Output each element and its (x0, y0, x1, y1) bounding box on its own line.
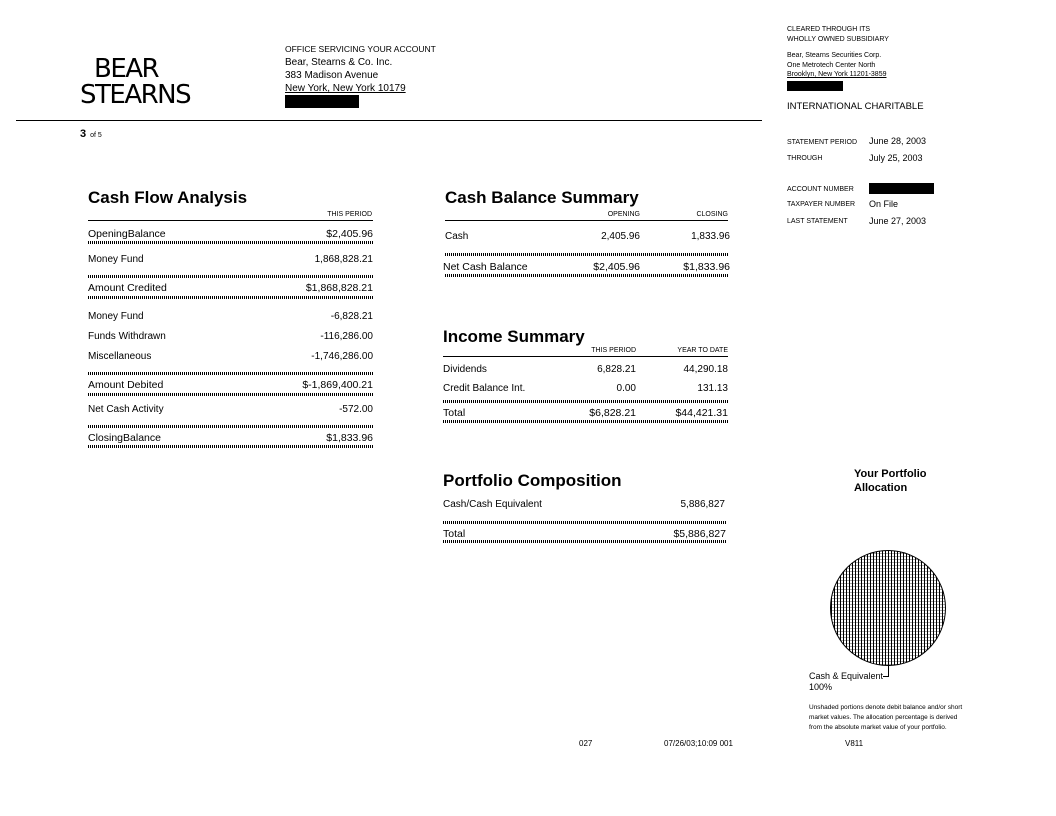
money-fund-debit-label: Money Fund (88, 311, 144, 322)
clearing-block (787, 25, 987, 94)
divider (445, 253, 728, 256)
clearing-line1: CLEARED THROUGH ITS (787, 26, 871, 33)
page-number (80, 128, 102, 140)
col-this-period-header: THIS PERIOD (591, 347, 636, 354)
opening-balance-label: OpeningBalance (88, 228, 166, 240)
office-line1: Bear, Stearns & Co. Inc. (285, 57, 393, 68)
net-cash-activity-value: -572.00 (339, 404, 373, 415)
portfolio-total-label: Total (443, 528, 466, 540)
allocation-note-line3: from the absolute market value of your portfolio. (809, 724, 947, 731)
divider (443, 521, 726, 524)
dividends-label: Dividends (443, 364, 487, 375)
footer-code1: 027 (579, 739, 593, 748)
amount-debited-label: Amount Debited (88, 379, 164, 391)
opening-balance-value: $2,405.96 (326, 228, 373, 240)
account-name: INTERNATIONAL CHARITABLE (787, 101, 924, 112)
page-current: 3 (80, 128, 87, 140)
cash-flow-col-header: THIS PERIOD (327, 211, 372, 218)
income-total-label: Total (443, 407, 466, 419)
office-line3: New York, New York 10179 (285, 83, 406, 94)
through-label: THROUGH (787, 155, 823, 162)
miscellaneous-value: -1,746,286.00 (311, 351, 373, 362)
cash-opening-value: 2,405.96 (601, 231, 640, 242)
divider (443, 400, 728, 403)
slice-percent: 100% (809, 682, 833, 692)
allocation-note-line2: market values. The allocation percentage is derived (809, 714, 958, 721)
through-value: July 25, 2003 (869, 153, 923, 163)
cash-balance-title: Cash Balance Summary (445, 188, 639, 207)
last-statement-label: LAST STATEMENT (787, 218, 848, 225)
divider (443, 356, 728, 357)
portfolio-total-value: $5,886,827 (673, 528, 726, 540)
pie-leader-tick (883, 676, 889, 677)
miscellaneous-label: Miscellaneous (88, 351, 152, 362)
redaction-bar (869, 183, 934, 194)
divider (445, 220, 728, 221)
money-fund-debit-value: -6,828.21 (330, 311, 373, 322)
income-summary-title: Income Summary (443, 327, 585, 346)
redaction-bar (787, 81, 843, 91)
logo-line1: BEAR (94, 54, 159, 84)
funds-withdrawn-value: -116,286.00 (320, 331, 373, 342)
income-total-period-value: $6,828.21 (589, 407, 636, 419)
amount-credited-value: $1,868,828.21 (305, 282, 373, 294)
allocation-title-line2: Allocation (854, 482, 908, 494)
net-cash-activity-label: Net Cash Activity (88, 404, 164, 415)
page-total: of 5 (90, 132, 102, 139)
money-fund-credit-label: Money Fund (88, 254, 144, 265)
last-statement-value: June 27, 2003 (869, 216, 927, 226)
cash-equivalent-value: 5,886,827 (680, 499, 725, 510)
closing-balance-label: ClosingBalance (88, 432, 161, 444)
net-cash-balance-label: Net Cash Balance (443, 261, 528, 273)
amount-credited-label: Amount Credited (88, 282, 167, 294)
divider (88, 296, 373, 299)
redaction-bar (285, 95, 359, 108)
closing-balance-value: $1,833.96 (326, 432, 373, 444)
clearing-line5: Brooklyn, New York 11201-3859 (787, 71, 887, 78)
pie-leader-line (888, 648, 889, 676)
amount-debited-value: $-1,869,400.21 (302, 379, 373, 391)
cash-closing-value: 1,833.96 (691, 231, 730, 242)
funds-withdrawn-label: Funds Withdrawn (88, 331, 166, 342)
col-opening-header: OPENING (607, 211, 640, 218)
clearing-line3: Bear, Stearns Securities Corp. (787, 52, 882, 59)
col-closing-header: CLOSING (696, 211, 728, 218)
income-total-ytd-value: $44,421.31 (675, 407, 728, 419)
net-cash-closing-value: $1,833.96 (683, 261, 730, 273)
header-divider (16, 120, 762, 121)
logo-line2: STEARNS (80, 80, 191, 110)
dividends-period-value: 6,828.21 (597, 364, 636, 375)
money-fund-credit-value: 1,868,828.21 (314, 254, 373, 265)
office-header: OFFICE SERVICING YOUR ACCOUNT (285, 44, 436, 54)
cash-flow-title: Cash Flow Analysis (88, 188, 248, 207)
footer-timestamp: 07/26/03;10:09 001 (664, 739, 733, 748)
divider (443, 420, 728, 423)
cash-equivalent-label: Cash/Cash Equivalent (443, 499, 542, 510)
credit-balance-period-value: 0.00 (616, 383, 636, 394)
divider (443, 540, 726, 543)
allocation-note-line1: Unshaded portions denote debit balance and/or short (809, 704, 963, 711)
divider (88, 372, 373, 375)
footer-code2: V811 (845, 739, 864, 748)
slice-label: Cash & Equivalent (809, 671, 884, 681)
portfolio-composition-title: Portfolio Composition (443, 471, 622, 490)
divider (445, 274, 728, 277)
period-label: STATEMENT PERIOD (787, 139, 858, 146)
allocation-title (854, 467, 927, 495)
allocation-title-line1: Your Portfolio (854, 468, 927, 480)
cash-label: Cash (445, 231, 469, 242)
taxpayer-value: On File (869, 199, 899, 209)
divider (88, 220, 373, 221)
divider (88, 241, 373, 244)
period-value: June 28, 2003 (869, 136, 927, 146)
net-cash-opening-value: $2,405.96 (593, 261, 640, 273)
divider (88, 445, 373, 448)
divider (88, 275, 373, 278)
clearing-line4: One Metrotech Center North (787, 61, 876, 69)
credit-balance-ytd-value: 131.13 (697, 383, 728, 394)
allocation-note (809, 703, 999, 733)
bear-stearns-logo (80, 56, 190, 108)
divider (88, 393, 373, 396)
dividends-ytd-value: 44,290.18 (683, 364, 728, 375)
col-ytd-header: YEAR TO DATE (677, 347, 728, 354)
clearing-line2: WHOLLY OWNED SUBSIDIARY (787, 35, 889, 43)
office-line2: 383 Madison Avenue (285, 70, 379, 81)
office-block (285, 43, 436, 112)
taxpayer-label: TAXPAYER NUMBER (787, 201, 856, 208)
divider (88, 425, 373, 428)
credit-balance-label: Credit Balance Int. (443, 383, 526, 394)
account-number-label: ACCOUNT NUMBER (787, 186, 854, 193)
